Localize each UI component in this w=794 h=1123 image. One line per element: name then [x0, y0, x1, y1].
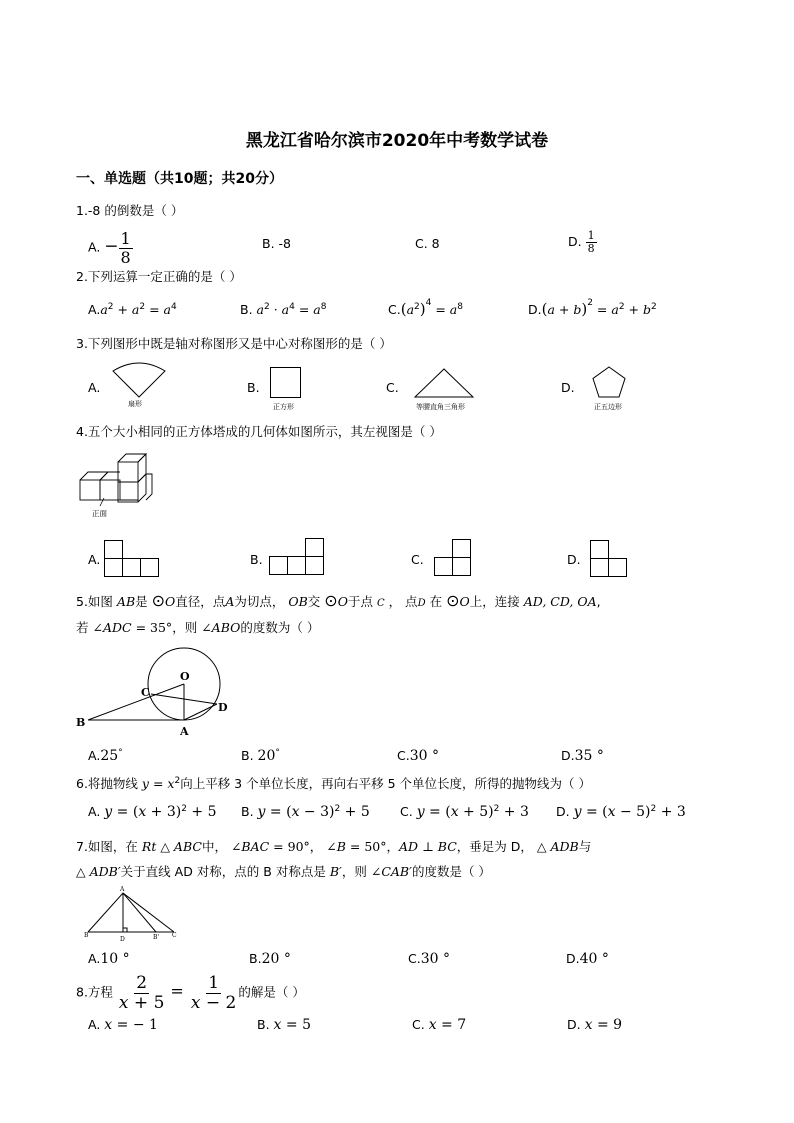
- question-4-stem: 4.五个大小相同的正方体塔成的几何体如图所示，其左视图是（ ）: [76, 424, 442, 439]
- q7-right-triangle-figure: [84, 890, 180, 938]
- q3-option-a-label[interactable]: A.: [88, 380, 101, 395]
- q5-label-a: A: [180, 725, 189, 738]
- q3-caption-triangle: 等腰直角三角形: [416, 403, 465, 411]
- q6-option-a[interactable]: A. $y = (x + 3)^2 + 5$: [88, 804, 217, 821]
- q2-option-d-label: D.: [528, 302, 542, 317]
- q3-option-b-label[interactable]: B.: [247, 380, 260, 395]
- q8-option-d[interactable]: D. x = 9: [567, 1017, 623, 1033]
- question-7-line-1: 7.如图，在 Rt △ ABC中， ∠BAC = 90°， ∠B = 50°，AD ⊥ BC，垂足为 D， △ ADB与: [76, 839, 592, 854]
- q5-circle-tangent-figure: [74, 648, 244, 740]
- q7-label-c: C: [172, 932, 177, 939]
- cube-stack-figure: [78, 452, 158, 508]
- q4-option-c-label[interactable]: C.: [411, 552, 424, 567]
- q8-option-a[interactable]: A. x = − 1: [88, 1017, 158, 1033]
- q1-option-a-label: A.: [88, 239, 101, 255]
- square-figure: [270, 367, 302, 399]
- q2-option-a[interactable]: $A.a^2 + a^2 = a^4$: [88, 302, 177, 318]
- q3-caption-sector: 扇形: [128, 400, 142, 408]
- q7-option-c[interactable]: C.30 °: [408, 951, 450, 967]
- question-6-stem: 6.将抛物线 $y = x^2$向上平移 3 个单位长度，再向右平移 5 个单位长度，所得的抛物线为（ ）: [76, 776, 591, 792]
- question-3-stem: 3.下列图形中既是轴对称图形又是中心对称图形的是（ ）: [76, 336, 392, 351]
- q5-label-c: C: [141, 686, 150, 699]
- question-8-stem: 8.方程 $\frac{2}{x + 5}$ = $\frac{1}{x - 2}$ 的解是（ ）: [76, 973, 305, 1013]
- q3-option-d-label[interactable]: D.: [561, 380, 575, 395]
- q7-option-a[interactable]: A.10 °: [88, 951, 130, 967]
- page-title: 黑龙江省哈尔滨市2020年中考数学试卷: [245, 131, 549, 151]
- q7-label-a: A: [120, 886, 125, 893]
- q1-option-d-label: D.: [568, 234, 582, 250]
- section-heading: 一、单选题（共10题；共20分）: [76, 171, 283, 187]
- q4-option-b-figure: [269, 538, 325, 576]
- q4-front-label: 正面: [92, 509, 107, 518]
- q6-option-c[interactable]: C. $y = (x + 5)^2 + 3$: [400, 804, 529, 821]
- q5-option-b[interactable]: B. 20°: [241, 748, 280, 765]
- q3-caption-pentagon: 正五边形: [594, 403, 622, 411]
- q1-option-b[interactable]: B. -8: [262, 236, 291, 251]
- q8-option-c[interactable]: C. x = 7: [412, 1017, 467, 1033]
- q4-option-c-figure: [434, 539, 472, 577]
- q4-option-a-label[interactable]: A.: [88, 552, 101, 567]
- q2-option-d[interactable]: $D.(a + b)^2 = a^2 + b^2$: [528, 297, 657, 318]
- q4-option-d-label[interactable]: D.: [567, 552, 581, 567]
- sector-figure: [110, 362, 168, 398]
- q2-option-b-label: B.: [240, 302, 253, 318]
- q7-label-b: B: [84, 932, 89, 939]
- q1-option-a[interactable]: A. − $\frac{1}{8}$: [88, 229, 131, 267]
- q6-option-b[interactable]: B. $y = (x - 3)^2 + 5$: [241, 804, 370, 821]
- q2-option-b[interactable]: B. $a^2 \cdot a^4 = a^8$: [240, 302, 327, 318]
- q5-option-c[interactable]: C.30 °: [397, 748, 439, 764]
- question-2-stem: 2.下列运算一定正确的是（ ）: [76, 269, 242, 284]
- q3-caption-square: 正方形: [273, 403, 294, 411]
- question-5-line-1: 5.如图 AB是 ⊙O直径，点A为切点， OB交 ⊙O于点 C ， 点D 在 ⊙O上，连接 AD, CD, OA,: [76, 591, 601, 610]
- q8-option-b[interactable]: B. x = 5: [257, 1017, 311, 1033]
- q4-option-d-figure: [590, 540, 628, 578]
- question-7-line-2: △ ADB′关于直线 AD 对称，点的 B 对称点是 B′，则 ∠CAB′的度数是（ ）: [76, 864, 491, 879]
- q5-option-d[interactable]: D.35 °: [561, 748, 604, 764]
- q1-option-d[interactable]: D. $\frac{1}{8}$: [568, 229, 595, 256]
- regular-pentagon-figure: [592, 366, 626, 399]
- q7-option-d[interactable]: D.40 °: [566, 951, 609, 967]
- isosceles-right-triangle-figure: [414, 368, 474, 398]
- q5-option-a[interactable]: A.25°: [88, 748, 123, 765]
- q7-option-b[interactable]: B.20 °: [249, 951, 291, 967]
- q7-label-b-prime: B': [153, 934, 160, 941]
- q1-option-c[interactable]: C. 8: [415, 236, 440, 251]
- q2-option-a-label: A.: [88, 302, 101, 318]
- q4-option-b-label[interactable]: B.: [250, 552, 263, 567]
- q2-option-c[interactable]: $C.(a^2)^4 = a^8$: [388, 297, 463, 318]
- question-5-line-2: 若 ∠ADC = 35°，则 ∠ABO的度数为（ ）: [76, 620, 320, 635]
- question-1-stem: 1.-8 的倒数是（ ）: [76, 203, 184, 218]
- q3-option-c-label[interactable]: C.: [386, 380, 399, 395]
- q2-option-c-label: C.: [388, 302, 401, 317]
- q5-label-o: O: [180, 670, 190, 683]
- q6-option-d[interactable]: D. $y = (x - 5)^2 + 3$: [556, 804, 686, 821]
- q5-label-b: B: [76, 716, 86, 729]
- q5-label-d: D: [218, 701, 228, 714]
- q4-option-a-figure: [104, 540, 160, 577]
- q7-label-d: D: [120, 936, 125, 943]
